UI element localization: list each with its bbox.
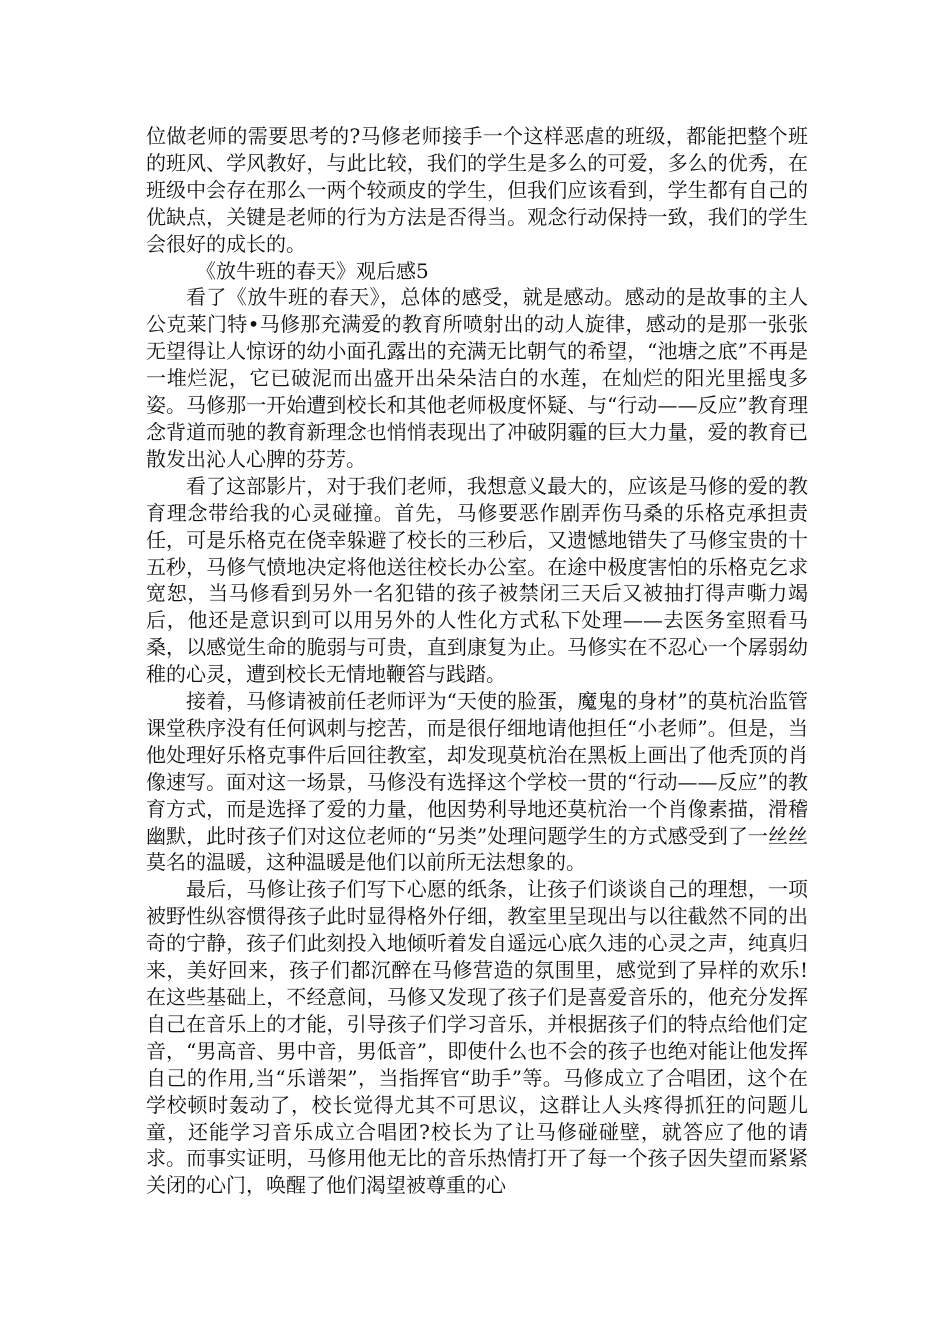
paragraph: 看了这部影片，对于我们老师，我想意义最大的，应该是马修的爱的教育理念带给我的心灵碰撞。首先，马修要恶作剧弄伤马桑的乐格克承担责任，可是乐格克在侥幸躲避了校长的三秒后，又遗憾地错失了马修宝贵的十五秒，马修气愤地决定将他送往校长办公室。在途中极度害怕的乐格克乞求宽恕，当马修看到另外一名犯错的孩子被禁闭三天后又被抽打得声嘶力竭后，他还是意识到可以用另外的人性化方式私下处理——去医务室照看马桑，以感觉生命的脆弱与可贵，直到康复为止。马修实在不忍心一个孱弱幼稚的心灵，遭到校长无情地鞭笞与践踏。 bbox=[146, 473, 808, 687]
paragraph: 最后，马修让孩子们写下心愿的纸条，让孩子们谈谈自己的理想，一项被野性纵容惯得孩子此时显得格外仔细，教室里呈现出与以往截然不同的出奇的宁静，孩子们此刻投入地倾听着发自遥远心底久违的心灵之声，纯真归来，美好回来，孩子们都沉醉在马修营造的氛围里，感觉到了异样的欢乐!在这些基础上，不经意间，马修又发现了孩子们是喜爱音乐的，他充分发挥自己在音乐上的才能，引导孩子们学习音乐，并根据孩子们的特点给他们定音，“男高音、男中音，男低音”，即使什么也不会的孩子也绝对能让他发挥自己的作用,当“乐谱架”，当指挥官“助手”等。马修成立了合唱团，这个在学校顿时轰动了，校长觉得尤其不可思议，这群让人头疼得抓狂的问题儿童，还能学习音乐成立合唱团?校长为了让马修碰碰壁，就答应了他的请求。而事实证明，马修用他无比的音乐热情打开了每一个孩子因失望而紧紧关闭的心门，唤醒了他们渴望被尊重的心 bbox=[146, 877, 808, 1198]
paragraph: 看了《放牛班的春天》，总体的感受，就是感动。感动的是故事的主人公克莱门特•马修那充满爱的教育所喷射出的动人旋律，感动的是那一张张无望得让人惊讶的幼小面孔露出的充满无比朝气的希望，“池塘之底”不再是一堆烂泥，它已破泥而出盛开出朵朵洁白的水莲，在灿烂的阳光里摇曳多姿。马修那一开始遭到校长和其他老师极度怀疑、与“行动——反应”教育理念背道而驰的教育新理念也悄悄表现出了冲破阴霾的巨大力量，爱的教育已散发出沁人心脾的芬芳。 bbox=[146, 285, 808, 471]
paragraph: 接着，马修请被前任老师评为“天使的脸蛋，魔鬼的身材”的莫杭治监管课堂秩序没有任何讽刺与挖苦，而是很仔细地请他担任“小老师”。但是，当他处理好乐格克事件后回往教室，却发现莫杭治在黑板上画出了他秃顶的肖像速写。面对这一场景，马修没有选择这个学校一贯的“行动——反应”的教育方式，而是选择了爱的力量，他因势利导地还莫杭治一个肖像素描，滑稽幽默，此时孩子们对这位老师的“另类”处理问题学生的方式感受到了一丝丝莫名的温暖，这种温暖是他们以前所无法想象的。 bbox=[146, 689, 808, 875]
document-body bbox=[146, 123, 808, 1199]
paragraph-continuation: 位做老师的需要思考的?马修老师接手一个这样恶虐的班级，都能把整个班的班风、学风教好，与此比较，我们的学生是多么的可爱，多么的优秀，在班级中会存在那么一两个较顽皮的学生，但我们应该看到，学生都有自己的优缺点，关键是老师的行为方法是否得当。观念行动保持一致，我们的学生会很好的成长的。 bbox=[146, 124, 808, 256]
section-heading: 《放牛班的春天》观后感5 bbox=[196, 258, 429, 283]
